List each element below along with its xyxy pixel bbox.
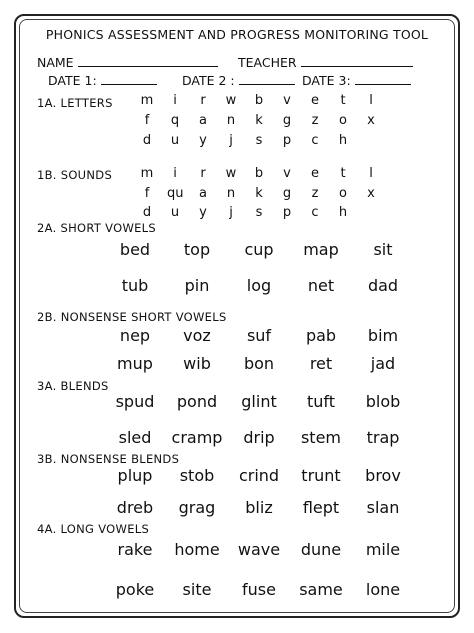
word-item: sled bbox=[118, 428, 152, 447]
sound-item: r bbox=[200, 166, 206, 181]
letter-item: w bbox=[225, 93, 237, 108]
word-item: tub bbox=[121, 276, 149, 295]
word-item: poke bbox=[115, 580, 155, 599]
word-item: same bbox=[299, 580, 343, 599]
sound-item: i bbox=[173, 166, 177, 181]
name-field bbox=[37, 54, 218, 70]
date2-label: DATE 2 : bbox=[182, 73, 235, 88]
page-title: PHONICS ASSESSMENT AND PROGRESS MONITORING TOOL bbox=[45, 27, 429, 42]
sound-item: b bbox=[254, 166, 264, 181]
word-item: drip bbox=[243, 428, 275, 447]
word-item: dad bbox=[367, 276, 399, 295]
word-item: dune bbox=[300, 540, 342, 559]
letter-item: y bbox=[199, 133, 207, 148]
letter-item: j bbox=[229, 133, 233, 148]
blends-section-label: 3A. BLENDS bbox=[37, 379, 109, 393]
sound-item: j bbox=[229, 205, 233, 220]
word-item: plup bbox=[117, 466, 153, 485]
letter-item: k bbox=[255, 113, 263, 128]
sound-item: c bbox=[311, 205, 319, 220]
word-item: bliz bbox=[245, 498, 273, 517]
word-item: stob bbox=[179, 466, 215, 485]
date2-field bbox=[182, 72, 295, 88]
word-item: ret bbox=[309, 354, 333, 373]
word-item: bon bbox=[243, 354, 275, 373]
date2-blank-line[interactable] bbox=[239, 72, 295, 85]
letter-item: l bbox=[369, 93, 373, 108]
letter-item: g bbox=[282, 113, 292, 128]
nonsense-short-vowels-section-label: 2B. NONSENSE SHORT VOWELS bbox=[37, 310, 227, 324]
date3-field bbox=[302, 72, 411, 88]
date1-label: DATE 1: bbox=[48, 73, 97, 88]
word-item: sit bbox=[373, 240, 393, 259]
word-item: flept bbox=[302, 498, 340, 517]
teacher-label: TEACHER bbox=[238, 55, 297, 70]
word-item: home bbox=[174, 540, 220, 559]
word-item: mile bbox=[365, 540, 401, 559]
sound-item: qu bbox=[167, 186, 184, 201]
letter-item: u bbox=[170, 133, 180, 148]
word-item: log bbox=[246, 276, 272, 295]
sound-item: t bbox=[340, 166, 346, 181]
letter-item: e bbox=[311, 93, 319, 108]
letters-section-label: 1A. LETTERS bbox=[37, 96, 113, 110]
letter-item: d bbox=[142, 133, 152, 148]
word-item: pond bbox=[176, 392, 218, 411]
word-item: rake bbox=[117, 540, 153, 559]
word-item: tuft bbox=[306, 392, 336, 411]
word-item: brov bbox=[365, 466, 401, 485]
letter-item: v bbox=[283, 93, 291, 108]
letter-item: o bbox=[339, 113, 347, 128]
sound-item: s bbox=[255, 205, 263, 220]
word-item: top bbox=[183, 240, 211, 259]
date3-blank-line[interactable] bbox=[355, 72, 411, 85]
word-item: fuse bbox=[242, 580, 276, 599]
sound-item: k bbox=[255, 186, 263, 201]
sound-item: y bbox=[199, 205, 207, 220]
word-item: wib bbox=[183, 354, 211, 373]
sound-item: z bbox=[311, 186, 319, 201]
word-item: slan bbox=[366, 498, 400, 517]
sound-item: g bbox=[282, 186, 292, 201]
word-item: jad bbox=[370, 354, 396, 373]
word-item: mup bbox=[117, 354, 153, 373]
teacher-field bbox=[238, 54, 413, 70]
word-item: cramp bbox=[171, 428, 223, 447]
word-item: voz bbox=[183, 326, 211, 345]
word-item: wave bbox=[237, 540, 281, 559]
word-item: suf bbox=[246, 326, 272, 345]
sound-item: e bbox=[311, 166, 319, 181]
word-item: glint bbox=[241, 392, 277, 411]
sound-item: d bbox=[142, 205, 152, 220]
sound-item: u bbox=[170, 205, 180, 220]
letter-item: i bbox=[173, 93, 177, 108]
word-item: net bbox=[307, 276, 335, 295]
sound-item: w bbox=[225, 166, 237, 181]
letter-item: p bbox=[282, 133, 292, 148]
letter-item: f bbox=[144, 113, 150, 128]
letter-item: r bbox=[200, 93, 206, 108]
sound-item: p bbox=[282, 205, 292, 220]
short-vowels-section-label: 2A. SHORT VOWELS bbox=[37, 221, 156, 235]
sound-item: n bbox=[226, 186, 236, 201]
date1-blank-line[interactable] bbox=[101, 72, 157, 85]
word-item: cup bbox=[244, 240, 274, 259]
sound-item: m bbox=[140, 166, 154, 181]
word-item: pin bbox=[184, 276, 210, 295]
word-item: grag bbox=[178, 498, 216, 517]
letter-item: t bbox=[340, 93, 346, 108]
letter-item: s bbox=[255, 133, 263, 148]
sound-item: x bbox=[367, 186, 375, 201]
date3-label: DATE 3: bbox=[302, 73, 351, 88]
sound-item: l bbox=[369, 166, 373, 181]
word-item: bed bbox=[119, 240, 151, 259]
letter-item: z bbox=[311, 113, 319, 128]
word-item: nep bbox=[119, 326, 151, 345]
name-label: NAME bbox=[37, 55, 74, 70]
sound-item: f bbox=[144, 186, 150, 201]
letter-item: m bbox=[140, 93, 154, 108]
word-item: site bbox=[182, 580, 212, 599]
nonsense-blends-section-label: 3B. NONSENSE BLENDS bbox=[37, 452, 180, 466]
sound-item: o bbox=[339, 186, 347, 201]
word-item: pab bbox=[305, 326, 337, 345]
word-item: crind bbox=[238, 466, 280, 485]
word-item: map bbox=[303, 240, 339, 259]
word-item: dreb bbox=[116, 498, 154, 517]
name-blank-line[interactable] bbox=[78, 54, 218, 67]
letter-item: a bbox=[199, 113, 207, 128]
long-vowels-section-label: 4A. LONG VOWELS bbox=[37, 522, 150, 536]
date1-field bbox=[48, 72, 157, 88]
letter-item: n bbox=[226, 113, 236, 128]
letter-item: h bbox=[338, 133, 348, 148]
word-item: stem bbox=[300, 428, 342, 447]
letter-item: b bbox=[254, 93, 264, 108]
letter-item: x bbox=[367, 113, 375, 128]
word-item: bim bbox=[367, 326, 399, 345]
word-item: trunt bbox=[301, 466, 341, 485]
letter-item: q bbox=[170, 113, 180, 128]
word-item: spud bbox=[115, 392, 155, 411]
word-item: blob bbox=[365, 392, 401, 411]
sound-item: a bbox=[199, 186, 207, 201]
sound-item: v bbox=[283, 166, 291, 181]
teacher-blank-line[interactable] bbox=[301, 54, 413, 67]
sound-item: h bbox=[338, 205, 348, 220]
word-item: trap bbox=[366, 428, 400, 447]
sounds-section-label: 1B. SOUNDS bbox=[37, 168, 113, 182]
letter-item: c bbox=[311, 133, 319, 148]
word-item: lone bbox=[365, 580, 401, 599]
